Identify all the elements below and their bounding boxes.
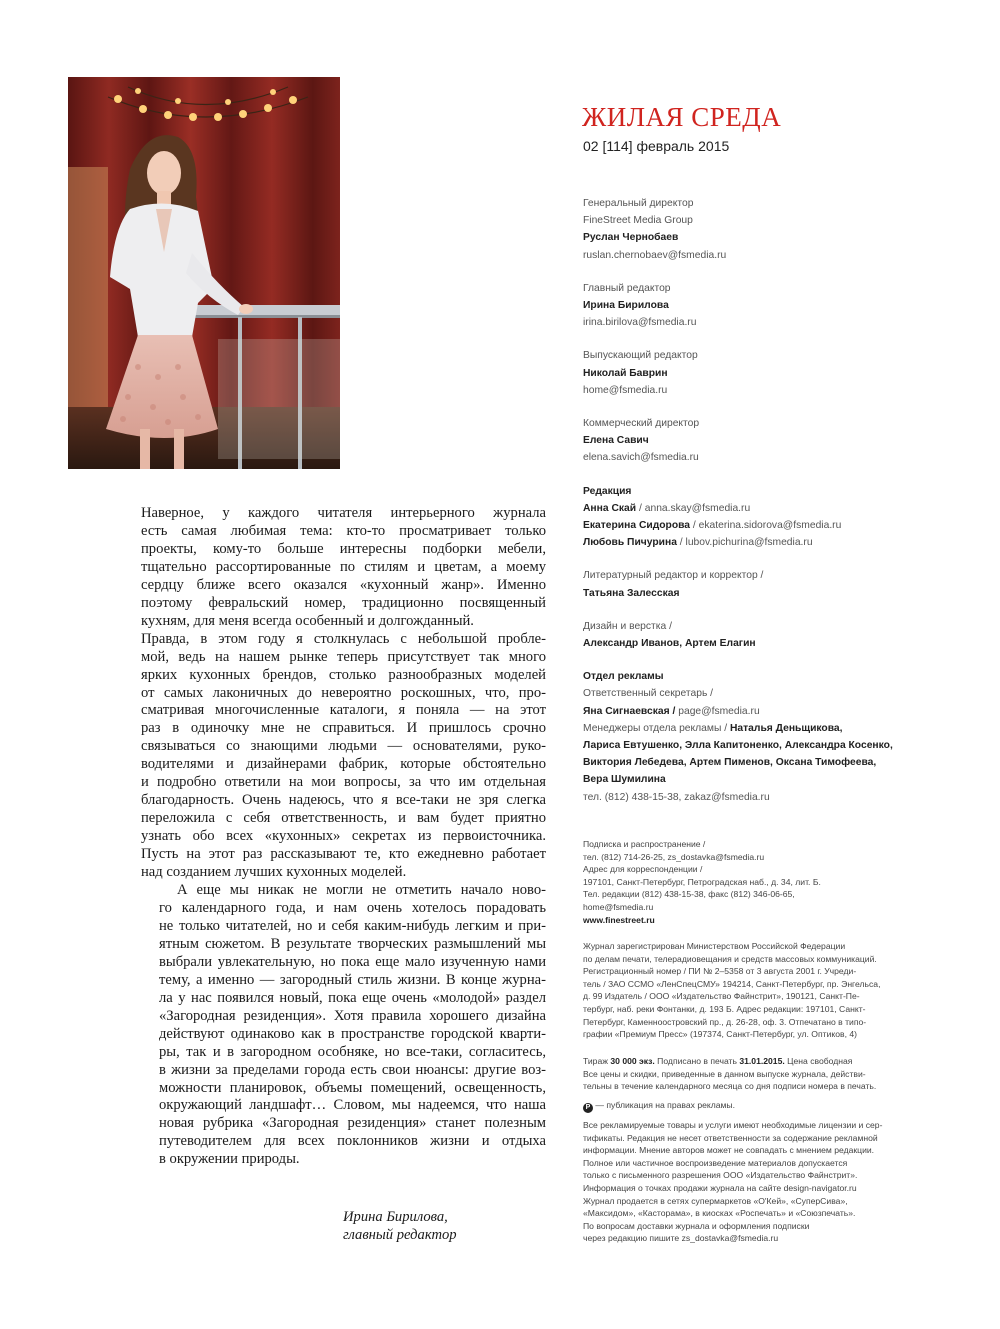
subscription-block [583,838,943,926]
editorial-paragraph [141,882,546,1169]
signature-role: главный редактор [343,1227,457,1243]
text-line: ла у нас появился новый, пока еще очень «молодой» раздел [159,989,546,1006]
registration-line: д. 99 Издатель / ООО «Издательство Файнстрит», 190121, Санкт-Пе- [583,991,860,1002]
credit-name: Яна Сигнаевская / [583,705,676,717]
credit-name: Наталья Деньщикова, [729,722,843,734]
credit-name: Елена Савич [583,435,649,447]
text-line: сердцу ближе всего оказался «кухонный жанр». Именно [141,576,546,593]
text-line: Пусть на этот раз рассказывают те, кто ежедневно работает [141,846,546,863]
registration-line: Регистрационный номер / ПИ № 2–5358 от 3 августа 2001 г. Учреди- [583,966,857,977]
text-line: новая рубрика «Загородная резиденция» станет полезным [159,1115,546,1132]
credit-name: Татьяна Залесская [583,587,680,599]
text-line: в окружении природы. [159,1151,300,1168]
credit-email[interactable]: page@fsmedia.ru [678,705,760,717]
credit-role: Генеральный директор [583,198,694,209]
text-line: проекты, кому-то больше интересны подборки мебели, [141,540,546,557]
text-line: Правда, в этом году я столкнулась с небольшой пробле- [141,630,546,647]
credit-name: Николай Баврин [583,367,668,379]
credit-role: Дизайн и верстка / [583,620,672,632]
credit-advertising [583,668,943,806]
credit-issue-editor [583,347,943,399]
credit-name: Вера Шумилина [583,774,666,786]
text-line: водителями и дизайнерами фабрик, которые обстоятельно [141,756,546,773]
registration-line: тель / ЗАО ССМО «ЛенСпецСМУ» 194214, Санкт-Петербург, пр. Энгельса, [583,978,881,989]
text-line: путеводителем для всех поклонников жизни и отдыха [159,1133,546,1150]
editorial-paragraph [141,505,546,882]
registration-line: Журнал зарегистрирован Министерством Российской Федерации [583,941,846,951]
text-line: выбрали увлекательную, но пока еще мало изученную нами [159,953,546,970]
text-line: от самых лаконичных до невероятно роскошных, что, про- [141,684,546,701]
text-line: ры, так и в загородном особняке, но все-таки, согласитесь, [159,1043,546,1060]
signature-name: Ирина Бирилова, [343,1209,448,1225]
staff-row: Анна Скай / anna.skay@fsmedia.ru [583,502,751,514]
magazine-title: ЖИЛАЯ СРЕДА [582,102,782,132]
credit-role: Ответственный секретарь / [583,688,714,700]
subscription-line: 197101, Санкт-Петербург, Петроградская наб., д. 34, лит. Б. [583,876,821,887]
print-date-label: Подписано в печать [657,1056,737,1066]
credit-role: Коммерческий директор [583,418,700,430]
text-line: А еще мы никак не могли не отметить начало ново- [177,882,546,899]
registration-line: графии «Премиум Пресс» (197374, Санкт-Петербург, ул. Оптиков, 4) [583,1029,857,1040]
staff-email[interactable]: ekaterina.sidorova@fsmedia.ru [698,520,842,532]
portrait-illustration [68,77,340,469]
subscription-line: home@fsmedia.ru [583,901,654,912]
disclaimer-line: через редакцию пишите zs_dostavka@fsmedia.ru [583,1233,779,1244]
price-label: Цена свободная [787,1056,853,1066]
text-line: «Загородная резиденция». Хотя правила хорошего дизайна [159,1007,546,1024]
disclaimer-line: тификаты. Редакция не несет ответственности за содержание рекламной [583,1132,878,1143]
text-line: тему, а именно — загородный стиль жизни. В конце журна- [159,971,546,988]
advertising-mark-icon: P [583,1103,593,1113]
text-line: ярких кухонных брендов, столько разнообразных моделей [141,666,546,683]
text-line: ятным сюжетом. В результате творческих размышлений мы [159,935,546,952]
staff-row: Екатерина Сидорова / ekaterina.sidorova@fsmedia.ru [583,520,842,532]
print-date: 31.01.2015. [739,1056,785,1066]
credit-email[interactable]: home@fsmedia.ru [583,384,668,396]
credit-ceo [583,195,943,264]
registration-line: Петербург, Каменноостровский пр., д. 26-28, оф. 3. Отпечатано в типо- [583,1016,867,1027]
credit-name: Руслан Чернобаев [583,232,679,244]
text-line: тщательно рассортированные по стилям и цветам, а моему [141,558,546,575]
credit-email[interactable]: elena.savich@fsmedia.ru [583,452,699,464]
credit-name: Александр Иванов, Артем Елагин [583,638,756,650]
website-link[interactable]: www.finestreet.ru [583,914,655,925]
credit-commercial-director [583,415,943,467]
text-line: сматривая многочисленные каталоги, я поняла — на этот [141,702,546,719]
text-line: связываться со знающими людьми — основателями, руко- [141,738,546,755]
text-line: узнать обо всех «кухонных» секретах из первоисточника. [141,828,546,845]
disclaimer-line: Все рекламируемые товары и услуги имеют необходимые лицензии и сер- [583,1120,883,1130]
ad-note-text: — публикация на правах рекламы. [595,1100,736,1110]
disclaimer-line: Журнал продается в сетях супермаркетов «О'Кей», «СуперСива», [583,1195,848,1206]
credit-design [583,618,943,652]
disclaimer-line: только с письменного разрешения ООО «Издательство Файнстрит». [583,1170,858,1181]
print-run-line: тельны в течение календарного месяца со дня подписи номера в печать. [583,1081,877,1092]
subscription-line: Тел. редакции (812) 438-15-38, факс (812) 346-06-65, [583,889,795,900]
text-line: в жизни за пределами города есть свои нюансы: другие воз- [159,1061,546,1078]
credit-role: Менеджеры отдела рекламы / [583,722,728,734]
credit-email[interactable]: ruslan.chernobaev@fsmedia.ru [583,249,727,261]
signature [343,1208,543,1244]
disclaimer-line: информации. Мнение авторов может не совпадать с мнением редакции. [583,1145,875,1156]
subscription-line: тел. (812) 714-26-25, zs_dostavka@fsmedia.ru [583,851,765,862]
text-line: и подробно ответили на мои вопросы, за что им отдельная [141,774,546,791]
text-line: переложила с себя ответственность, и вам будет приятно [141,810,546,827]
staff-name: Анна Скай [583,502,637,514]
credit-name: Виктория Лебедева, Артем Пименов, Оксана Тимофеева, [583,757,877,769]
text-line: можности планировок, объемы помещений, освещенность, [159,1079,546,1096]
staff-name: Любовь Пичурина [583,537,677,549]
text-line: раз в одиночку мне не справиться. И пришлось срочно [141,720,546,737]
disclaimer-line: По вопросам доставки журнала и оформления подписки [583,1220,810,1231]
credit-chief-editor [583,280,943,332]
text-line: благодарность. Очень надеюсь, что я все-таки не зря слегка [141,792,546,809]
section-heading: Редакция [583,485,632,497]
disclaimer-line: «Максидом», «Касторама», в киосках «Роспечать» и «Союзпечать». [583,1208,856,1219]
registration-line: по делам печати, телерадиовещания и средств массовых коммуникаций. [583,953,877,964]
credit-email[interactable]: irina.birilova@fsmedia.ru [583,317,697,329]
registration-block [583,940,943,1041]
text-line: кухням, для меня всегда особенный и долгожданный. [141,612,474,629]
print-run-label: Тираж [583,1056,608,1066]
credit-editorial-staff [583,483,943,552]
editor-portrait-photo [68,77,340,469]
disclaimer-line: Информация о точках продажи журнала на сайте design-navigator.ru [583,1182,857,1193]
disclaimer-block [583,1119,943,1245]
credit-name: Ирина Бирилова [583,300,669,312]
credits-block [583,195,943,822]
credit-phone: тел. (812) 438-15-38, zakaz@fsmedia.ru [583,791,770,803]
text-line: не только читателей, но и себя каким-нибудь легким и при- [159,917,546,934]
disclaimer-line: Полное или частичное воспроизведение материалов допускается [583,1157,848,1168]
text-line: есть самая любимая тема: кто-то просматривает только [141,522,546,539]
credit-name: Лариса Евтушенко, Элла Капитоненко, Александра Косенко, [583,740,893,752]
staff-email[interactable]: lubov.pichurina@fsmedia.ru [685,537,813,549]
text-line: действуют одинаково как в пространстве городской кварти- [159,1025,546,1042]
credit-company: FineStreet Media Group [583,215,693,227]
staff-name: Екатерина Сидорова [583,520,691,532]
credit-role: Выпускающий редактор [583,350,698,362]
credit-role: Главный редактор [583,282,671,294]
print-run-copies: 30 000 экз. [610,1056,655,1066]
print-run-line: Все цены и скидки, приведенные в данном выпуске журнала, действи- [583,1068,866,1079]
issue-number: 02 [114] февраль 2015 [583,138,730,154]
ad-note [583,1099,943,1113]
text-line: окружающий ландшафт… Словом, мы надеемся, что наша [159,1097,546,1114]
section-heading: Отдел рекламы [583,671,664,683]
text-line: над созданием лучших кухонных моделей. [141,864,407,881]
text-line: мой, ведь на нашем рынке теперь присутствует так много [141,648,546,665]
editors-letter [141,505,546,1169]
staff-email[interactable]: anna.skay@fsmedia.ru [644,502,751,514]
print-run-block [583,1055,943,1093]
credit-literary-editor [583,567,943,601]
registration-line: тербург, наб. реки Фонтанки, д. 193 Б. Адрес редакции: 197101, Санкт- [583,1003,866,1014]
credit-role: Литературный редактор и корректор / [583,570,764,582]
text-line: поэтому февральский номер, традиционно посвященный [141,594,546,611]
subscription-line: Адрес для корреспонденции / [583,864,703,875]
text-line: го календарного года, и нам очень хотелось порадовать [159,899,546,916]
subscription-line: Подписка и распространение / [583,839,706,849]
staff-row: Любовь Пичурина / lubov.pichurina@fsmedia.ru [583,537,813,549]
text-line: Наверное, у каждого читателя интерьерного журнала [141,505,546,521]
